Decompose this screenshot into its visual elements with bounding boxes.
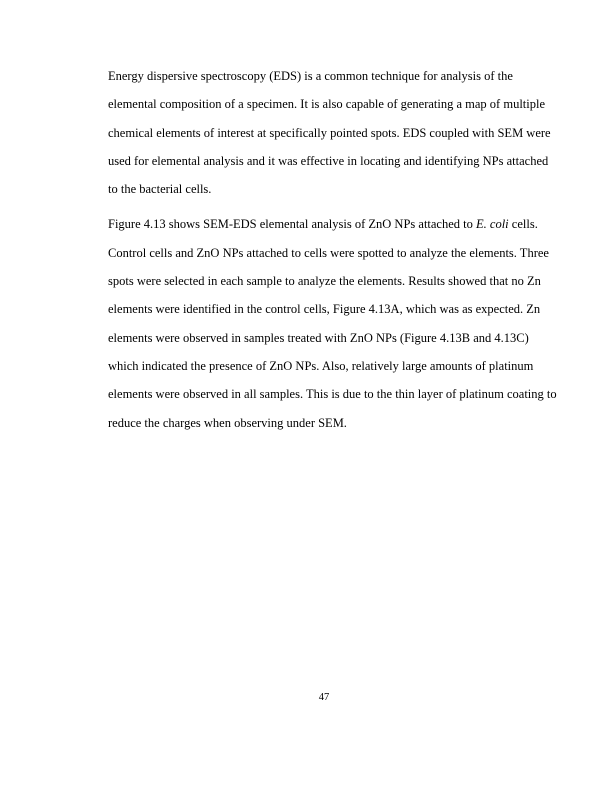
text-line: spots were selected in each sample to analyze the elements. Results showed that no Zn [108, 274, 541, 289]
species-name-italic: E. coli [476, 217, 509, 232]
text-line: elements were observed in all samples. This is due to the thin layer of platinum coating to [108, 387, 557, 402]
text-line: chemical elements of interest at specifically pointed spots. EDS coupled with SEM were [108, 125, 551, 140]
text-line: elements were observed in samples treated with ZnO NPs (Figure 4.13B and 4.13C) [108, 330, 529, 345]
paragraph-eds-intro [108, 62, 551, 203]
text-line [108, 210, 548, 238]
paragraph-figure-413 [108, 210, 557, 436]
body-text [108, 62, 557, 444]
text-segment: Figure 4.13 shows SEM-EDS elemental analysis of ZnO NPs attached to [108, 217, 477, 232]
text-segment: cells. [508, 217, 538, 232]
text-line: reduce the charges when observing under SEM. [108, 415, 347, 430]
text-line: elements were identified in the control cells, Figure 4.13A, which was as expected. Zn [108, 302, 541, 317]
text-line: to the bacterial cells. [108, 182, 212, 197]
text-line: Control cells and ZnO NPs attached to cells were spotted to analyze the elements. Three [108, 245, 549, 260]
page-number: 47 [318, 692, 330, 703]
text-line: Energy dispersive spectroscopy (EDS) is a common technique for analysis of the [108, 69, 513, 83]
text-line: which indicated the presence of ZnO NPs. Also, relatively large amounts of platinum [108, 358, 534, 373]
text-line: used for elemental analysis and it was effective in locating and identifying NPs attached [108, 153, 549, 168]
text-line: elemental composition of a specimen. It is also capable of generating a map of multiple [108, 97, 546, 112]
